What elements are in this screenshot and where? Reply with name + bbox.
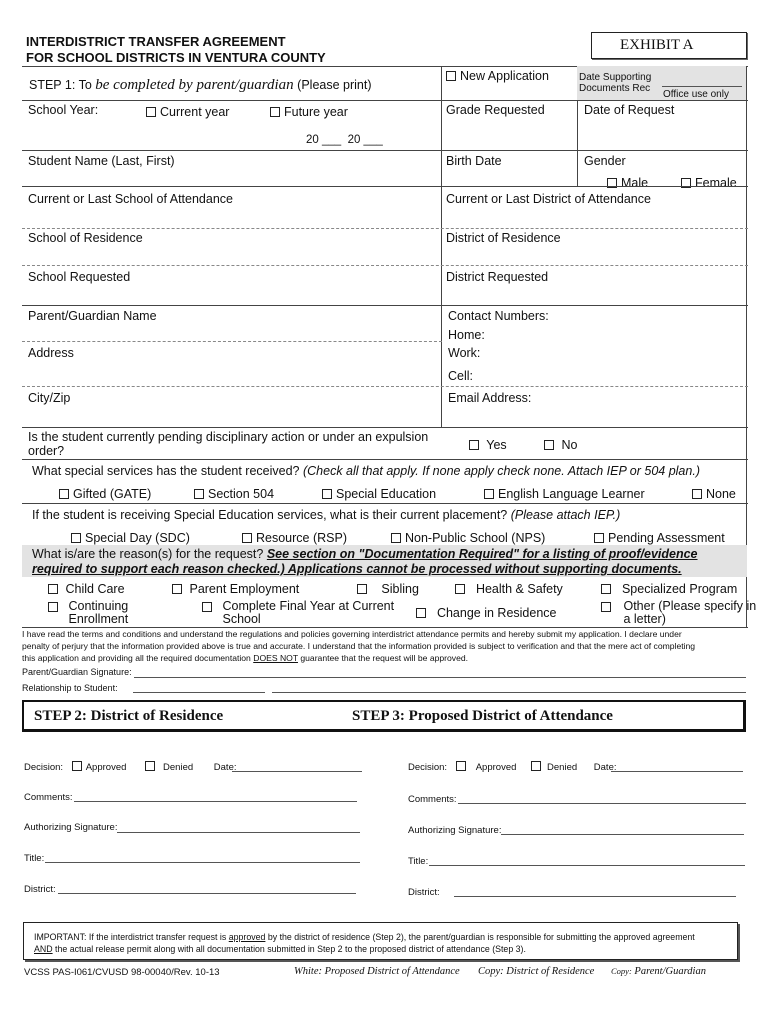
new-application-checkbox[interactable]: New Application bbox=[446, 69, 549, 83]
checkbox-icon[interactable] bbox=[172, 584, 182, 594]
school-residence-label: School of Residence bbox=[28, 231, 143, 245]
step3-authorizing-label: Authorizing Signature: bbox=[408, 825, 502, 836]
step2-title-line[interactable] bbox=[45, 862, 360, 863]
section-504-checkbox[interactable]: Section 504 bbox=[194, 487, 274, 501]
placement-question: If the student is receiving Special Education services, what is their current placement? (Please attach IEP.) bbox=[32, 508, 621, 522]
contact-numbers-label: Contact Numbers: bbox=[448, 309, 549, 323]
step2-title-label: Title: bbox=[24, 853, 45, 864]
step2-decision: Decision: Approved Denied Date: bbox=[24, 762, 237, 773]
parent-signature-label: Parent/Guardian Signature: bbox=[22, 667, 132, 677]
current-year-checkbox[interactable]: Current year bbox=[146, 105, 229, 119]
checkbox-icon[interactable] bbox=[242, 533, 252, 543]
form-code: VCSS PAS-I061/CVUSD 98-00040/Rev. 10-13 bbox=[24, 967, 220, 978]
checkbox-icon[interactable] bbox=[194, 489, 204, 499]
step2-district-line[interactable] bbox=[58, 893, 356, 894]
continuing-enrollment-checkbox[interactable]: Continuing Enrollment bbox=[48, 600, 128, 626]
checkbox-icon[interactable] bbox=[270, 107, 280, 117]
step2-comments-label: Comments: bbox=[24, 792, 73, 803]
checkbox-icon[interactable] bbox=[416, 608, 426, 618]
step2-approved-checkbox[interactable] bbox=[72, 761, 82, 771]
form-title: INTERDISTRICT TRANSFER AGREEMENT FOR SCHOOL DISTRICTS IN VENTURA COUNTY bbox=[26, 34, 326, 65]
parent-employment-checkbox[interactable]: Parent Employment bbox=[172, 582, 299, 596]
special-education-checkbox[interactable]: Special Education bbox=[322, 487, 436, 501]
step2-comments-line[interactable] bbox=[74, 801, 357, 802]
relationship-line[interactable] bbox=[133, 692, 265, 693]
email-label: Email Address: bbox=[448, 391, 532, 405]
checkbox-icon[interactable] bbox=[601, 602, 611, 612]
relationship-label: Relationship to Student: bbox=[22, 683, 118, 693]
step3-approved-checkbox[interactable] bbox=[456, 761, 466, 771]
district-requested-label: District Requested bbox=[446, 270, 549, 284]
step-header-box bbox=[22, 700, 746, 732]
gifted-checkbox[interactable]: Gifted (GATE) bbox=[59, 487, 151, 501]
gender-label: Gender bbox=[584, 154, 626, 168]
office-use-box: Date Supporting Documents Rec Office use only bbox=[577, 66, 746, 100]
checkbox-icon[interactable] bbox=[48, 602, 58, 612]
step2-denied-checkbox[interactable] bbox=[145, 761, 155, 771]
copy-white-note: White: Proposed District of Attendance bbox=[294, 966, 460, 977]
checkbox-icon[interactable] bbox=[146, 107, 156, 117]
checkbox-icon[interactable] bbox=[71, 533, 81, 543]
step3-comments-label: Comments: bbox=[408, 794, 457, 805]
step3-authorizing-line[interactable] bbox=[501, 834, 744, 835]
checkbox-icon[interactable] bbox=[48, 584, 58, 594]
step2-title: STEP 2: District of Residence bbox=[34, 708, 224, 724]
step2-district-label: District: bbox=[24, 884, 56, 895]
sibling-checkbox[interactable]: Sibling bbox=[357, 582, 419, 596]
current-district-label: Current or Last District of Attendance bbox=[446, 192, 651, 206]
nps-checkbox[interactable]: Non-Public School (NPS) bbox=[391, 531, 545, 545]
checkbox-icon[interactable] bbox=[391, 533, 401, 543]
city-zip-label: City/Zip bbox=[28, 391, 71, 405]
checkbox-icon[interactable] bbox=[544, 440, 554, 450]
district-residence-label: District of Residence bbox=[446, 231, 561, 245]
step1-heading: STEP 1: To be completed by parent/guardian (Please print) bbox=[29, 77, 372, 93]
declaration-text: I have read the terms and conditions and understand the regulations and policies governing interdistrict attendance permits and hereby submit my application. I declare under penalty of perjury that the information provided above is true and accurate. I understand that the information provided is subject to verification and that the mere act of completing this application and providing all the required documentation DOES NOT guarantee that the request will be approved. bbox=[22, 629, 696, 663]
discipline-yes-checkbox[interactable]: Yes bbox=[469, 438, 507, 452]
reasons-question: What is/are the reason(s) for the request? See section on "Documentation Required" for a listing of proof/evidence required to support each reason checked.) Applications cannot be processed without supporting documents. bbox=[32, 547, 698, 576]
copy-district-note: Copy: District of Residence bbox=[478, 966, 595, 977]
checkbox-icon[interactable] bbox=[202, 602, 212, 612]
address-label: Address bbox=[28, 346, 74, 360]
male-checkbox[interactable]: Male bbox=[607, 176, 648, 190]
change-residence-checkbox[interactable]: Change in Residence bbox=[416, 606, 556, 620]
exhibit-label: EXHIBIT A bbox=[591, 32, 747, 59]
parent-name-label: Parent/Guardian Name bbox=[28, 309, 157, 323]
current-school-label: Current or Last School of Attendance bbox=[28, 192, 233, 206]
year-blanks[interactable]: 20 ___ 20 ___ bbox=[306, 134, 383, 146]
parent-signature-line[interactable] bbox=[134, 677, 746, 678]
step3-title-line[interactable] bbox=[429, 865, 745, 866]
work-phone-label: Work: bbox=[448, 346, 481, 360]
rsp-checkbox[interactable]: Resource (RSP) bbox=[242, 531, 347, 545]
pending-assessment-checkbox[interactable]: Pending Assessment bbox=[594, 531, 725, 545]
important-notice: IMPORTANT: If the interdistrict transfer request is approved by the district of residence (Step 2), the parent/guardian is responsible for submitting the approved agreement AND the actual release permit along with all documentation submitted in Step 2 to the proposed district of attendance (Step 3). bbox=[23, 922, 738, 960]
birth-date-label: Birth Date bbox=[446, 154, 502, 168]
school-year-label: School Year: bbox=[28, 103, 99, 117]
center-column-divider bbox=[441, 66, 442, 427]
services-question: What special services has the student received? (Check all that apply. If none apply check none. Attach IEP or 504 plan.) bbox=[32, 464, 700, 478]
sdc-checkbox[interactable]: Special Day (SDC) bbox=[71, 531, 190, 545]
step2-authorizing-label: Authorizing Signature: bbox=[24, 822, 118, 833]
none-checkbox[interactable]: None bbox=[692, 487, 736, 501]
step3-title: STEP 3: Proposed District of Attendance bbox=[352, 708, 613, 724]
discipline-question: Is the student currently pending disciplinary action or under an expulsion order? bbox=[28, 430, 429, 458]
home-phone-label: Home: bbox=[448, 328, 485, 342]
other-reason-checkbox[interactable]: Other (Please specify in a letter) bbox=[601, 600, 756, 626]
checkbox-icon[interactable] bbox=[446, 71, 456, 81]
discipline-no-checkbox[interactable]: No bbox=[544, 438, 577, 452]
school-requested-label: School Requested bbox=[28, 270, 131, 284]
step3-comments-line[interactable] bbox=[458, 803, 746, 804]
checkbox-icon[interactable] bbox=[59, 489, 69, 499]
student-name-label: Student Name (Last, First) bbox=[28, 154, 175, 168]
step3-district-label: District: bbox=[408, 887, 440, 898]
copy-parent-note: Copy: Parent/Guardian bbox=[611, 966, 706, 977]
specialized-program-checkbox[interactable]: Specialized Program bbox=[601, 582, 737, 596]
female-checkbox[interactable]: Female bbox=[681, 176, 737, 190]
step3-denied-checkbox[interactable] bbox=[531, 761, 541, 771]
final-year-checkbox[interactable]: Complete Final Year at Current School bbox=[202, 600, 394, 626]
step3-district-line[interactable] bbox=[454, 896, 736, 897]
grade-requested-label: Grade Requested bbox=[446, 103, 545, 117]
child-care-checkbox[interactable]: Child Care bbox=[48, 582, 125, 596]
checkbox-icon[interactable] bbox=[484, 489, 494, 499]
checkbox-icon[interactable] bbox=[322, 489, 332, 499]
checkbox-icon[interactable] bbox=[594, 533, 604, 543]
step3-date-line[interactable] bbox=[611, 771, 743, 772]
ell-checkbox[interactable]: English Language Learner bbox=[484, 487, 645, 501]
checkbox-icon[interactable] bbox=[357, 584, 367, 594]
checkbox-icon[interactable] bbox=[469, 440, 479, 450]
step3-decision: Decision: Approved Denied Date: bbox=[408, 762, 617, 773]
step2-date-line[interactable] bbox=[232, 771, 362, 772]
checkbox-icon[interactable] bbox=[692, 489, 702, 499]
checkbox-icon[interactable] bbox=[601, 584, 611, 594]
cell-phone-label: Cell: bbox=[448, 369, 474, 383]
health-safety-checkbox[interactable]: Health & Safety bbox=[455, 582, 563, 596]
step2-authorizing-line[interactable] bbox=[117, 832, 360, 833]
date-of-request-label: Date of Request bbox=[584, 103, 675, 117]
step3-title-label: Title: bbox=[408, 856, 429, 867]
future-year-checkbox[interactable]: Future year bbox=[270, 105, 348, 119]
checkbox-icon[interactable] bbox=[455, 584, 465, 594]
